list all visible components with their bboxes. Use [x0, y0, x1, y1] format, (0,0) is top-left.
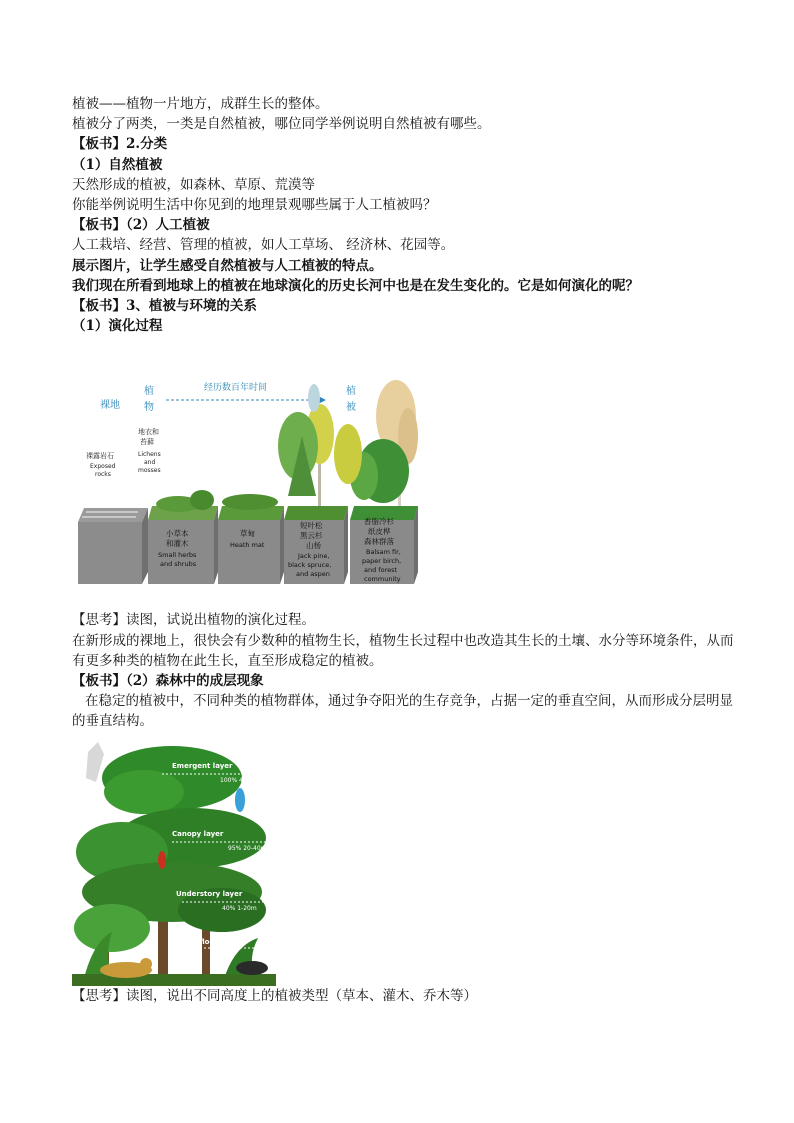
pine-en-2: black spruce,: [288, 561, 332, 570]
text-line-top-3: （1）自然植被: [72, 156, 163, 173]
text-line-bottom-0: 【思考】读图，说出不同高度上的植被类型（草本、灌木、乔木等）: [72, 987, 477, 1004]
fir-en-4: community: [364, 575, 401, 584]
understory-layer-values: 40% 1-20m: [222, 904, 257, 912]
herb-cn-2: 和灌木: [166, 539, 189, 549]
plant-label-2: 物: [144, 402, 154, 414]
fir-en-2: paper birch,: [362, 557, 402, 566]
text-line-top-6: 【板书】（2）人工植被: [72, 217, 210, 234]
fir-cn-1: 香脂冷杉: [364, 517, 394, 527]
plant-label-1: 植: [144, 386, 154, 398]
veg-label-2: 被: [346, 402, 356, 414]
text-line-mid-2: 【板书】（2）森林中的成层现象: [72, 673, 264, 690]
forest-layers-figure: [72, 742, 276, 986]
rock-en-1: Exposed: [90, 463, 116, 471]
text-block-bottom: [72, 986, 734, 1006]
text-line-top-0: 植被——植物一片地方，成群生长的整体。: [72, 96, 329, 112]
bare-land-label: 裸地: [100, 400, 120, 412]
canopy-layer-values: 95% 20-40m: [228, 844, 267, 852]
fir-cn-3: 森林群落: [364, 537, 394, 547]
text-line-mid-0: 【思考】读图，试说出植物的演化过程。: [72, 612, 315, 629]
document-page: [72, 94, 734, 1006]
herb-cn-1: 小草本: [166, 529, 189, 539]
rock-cn: 裸露岩石: [86, 452, 114, 461]
block-exposed-rock: [78, 508, 148, 584]
text-block-top: [72, 94, 734, 336]
forest-floor-label: Forest floor: [172, 937, 218, 946]
text-block-middle: [72, 610, 734, 731]
text-line-top-4: 天然形成的植被，如森林、草原、荒漠等: [72, 176, 315, 193]
text-line-top-2: 【板书】2.分类: [72, 136, 168, 153]
veg-label-1: 植: [346, 386, 356, 398]
herb-en-2: and shrubs: [160, 560, 197, 569]
text-line-top-7: 人工栽培、经营、管理的植被，如人工草场、 经济林、花园等。: [72, 237, 455, 254]
fir-en-3: and forest: [364, 566, 398, 575]
emergent-layer-values: 100% 40-60m: [220, 776, 263, 784]
text-line-top-9: 我们现在所看到地球上的植被在地球演化的历史长河中也是在发生变化的。它是如何演化的呢？: [72, 277, 639, 294]
text-line-top-11: （1）演化过程: [72, 318, 163, 335]
herb-en-1: Small herbs: [158, 551, 197, 560]
time-label: 经历数百年时间: [204, 383, 268, 394]
text-line-top-5: 你能举例说明生活中你见到的地理景观哪些属于人工植被吗？: [72, 197, 437, 214]
lichen-en-3: mosses: [138, 467, 161, 475]
heath-cn: 草甸: [240, 529, 255, 539]
fir-cn-2: 纸皮桦: [368, 527, 391, 537]
rock-en-2: rocks: [95, 471, 111, 479]
pine-en-1: Jack pine,: [298, 552, 330, 561]
emergent-layer-label: Emergent layer: [172, 761, 233, 770]
succession-figure: [78, 376, 420, 588]
pine-cn-2: 黑云杉: [300, 531, 323, 541]
text-line-mid-1: 在新形成的裸地上，很快会有少数种的植物生长，植物生长过程中也改造其生长的土壤、水分等环境条件，从而有更多种类的植物在此生长，直至形成稳定的植被。: [72, 632, 734, 669]
text-line-top-8: 展示图片，让学生感受自然植被与人工植被的特点。: [72, 257, 383, 274]
heath-en: Heath mat: [230, 541, 265, 550]
understory-layer-label: Understory layer: [176, 889, 243, 898]
pine-cn-3: 山杨: [306, 541, 321, 551]
fir-en-1: Balsam fir,: [366, 548, 401, 557]
pine-en-3: and aspen: [296, 570, 330, 579]
lichen-en-2: and: [144, 459, 156, 467]
text-line-mid-3: 在稳定的植被中，不同种类的植物群体，通过争夺阳光的生存竞争，占据一定的垂直空间，从而形成分层明显的垂直结构。: [72, 693, 733, 730]
text-line-top-10: 【板书】3、植被与环境的关系: [72, 298, 257, 315]
canopy-layer-label: Canopy layer: [172, 829, 224, 838]
lichen-cn-2: 苔藓: [140, 438, 154, 447]
block-heath-mat: [218, 494, 284, 584]
text-line-top-1: 植被分了两类，一类是自然植被，哪位同学举例说明自然植被有哪些。: [72, 116, 491, 133]
lichen-en-1: Lichens: [138, 451, 161, 459]
pine-cn-1: 短叶松: [300, 521, 323, 531]
lichen-cn-1: 地衣和: [138, 428, 159, 437]
